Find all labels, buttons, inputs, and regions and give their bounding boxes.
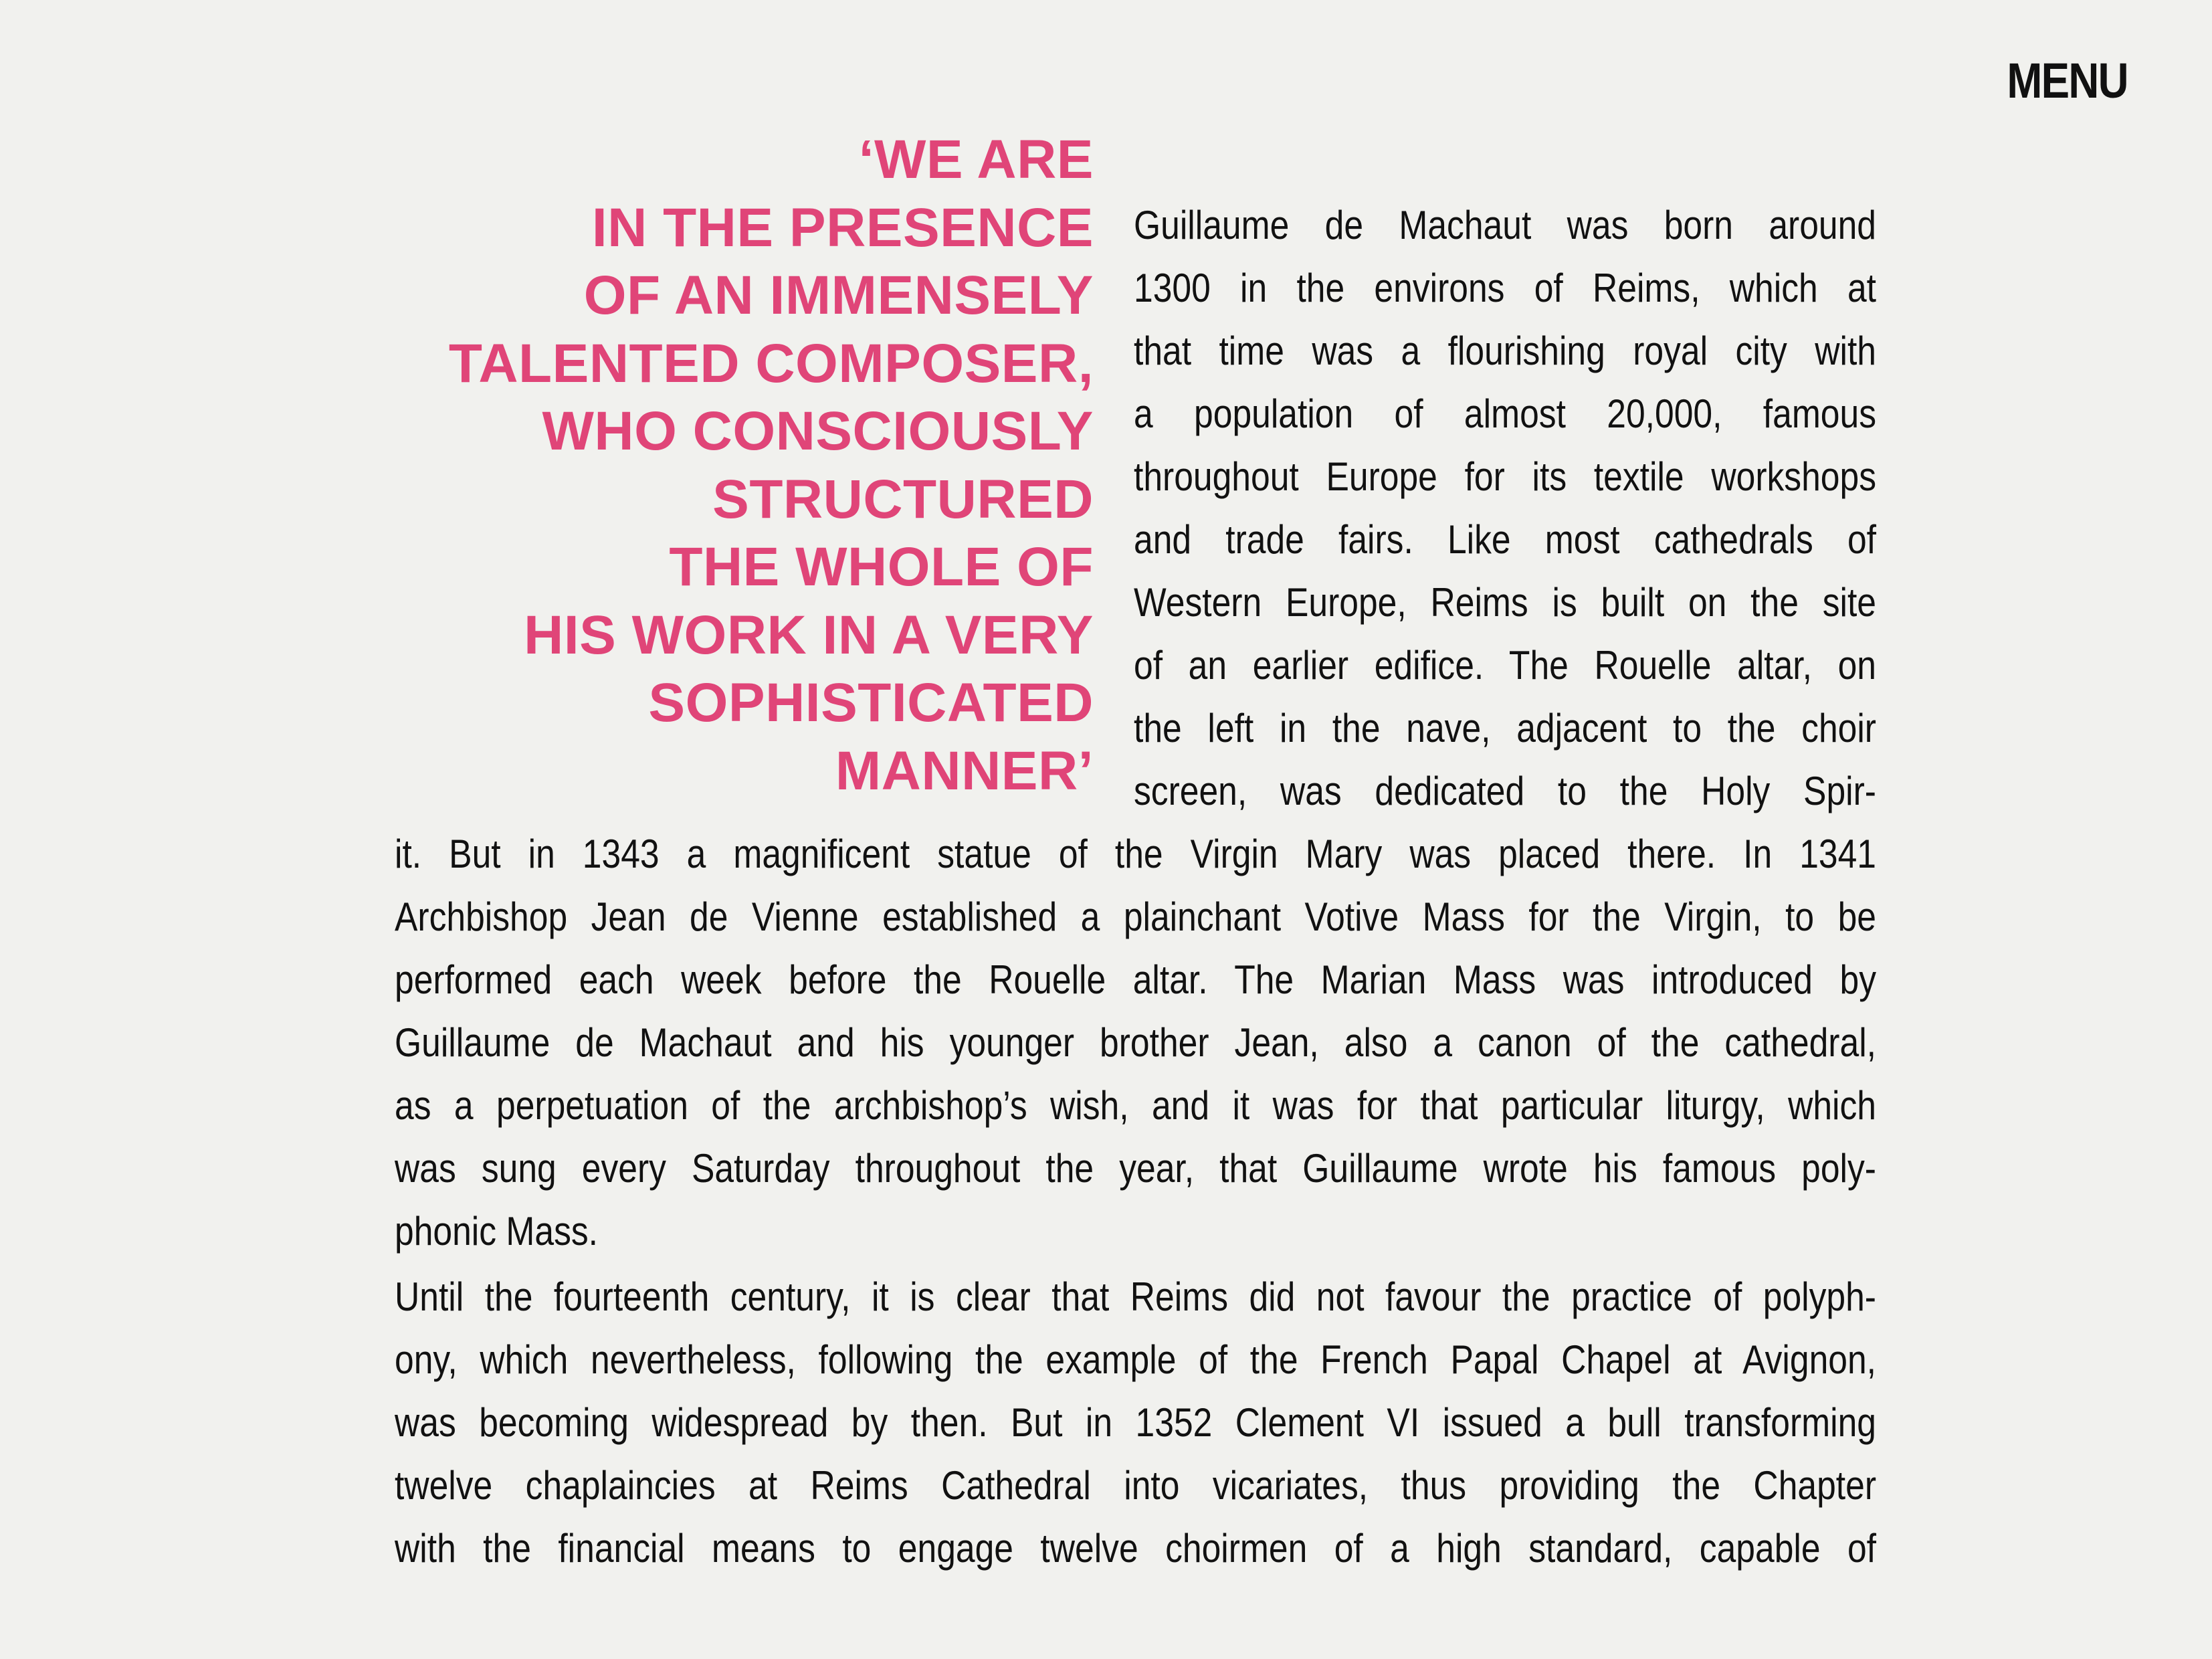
pull-quote-line: THE WHOLE OF xyxy=(669,536,1094,597)
pull-quote-line: STRUCTURED xyxy=(712,468,1094,530)
text-line: ony, which nevertheless, following the example of the French Papal Chapel at Avignon, xyxy=(395,1337,1876,1382)
text-line: it. But in 1343 a magnificent statue of the Virgin Mary was placed there. In 1341 xyxy=(395,832,1876,876)
text-line: throughout Europe for its textile workshops xyxy=(1134,454,1877,499)
text-line: screen, was dedicated to the Holy Spir- xyxy=(1134,769,1876,813)
text-line: Until the fourteenth century, it is clear that Reims did not favour the practice of polyph- xyxy=(395,1274,1876,1319)
text-line: Archbishop Jean de Vienne established a plainchant Votive Mass for the Virgin, to be xyxy=(395,894,1876,939)
pull-quote-line: WHO CONSCIOUSLY xyxy=(542,401,1094,462)
text-line: 1300 in the environs of Reims, which at xyxy=(1134,266,1877,310)
pull-quote-line: MANNER’ xyxy=(835,740,1094,801)
pull-quote-line: OF AN IMMENSELY xyxy=(583,265,1094,326)
text-line: and trade fairs. Like most cathedrals of xyxy=(1134,517,1877,562)
text-line: a population of almost 20,000, famous xyxy=(1134,391,1877,436)
text-line: was becoming widespread by then. But in 1352 Clement VI issued a bull transforming xyxy=(395,1400,1876,1445)
text-line: with the financial means to engage twelve choirmen of a high standard, capable of xyxy=(395,1526,1877,1571)
pull-quote-line: HIS WORK IN A VERY xyxy=(524,604,1094,666)
text-line: as a perpetuation of the archbishop’s wish, and it was for that particular liturgy, which xyxy=(395,1083,1876,1128)
pull-quote xyxy=(268,126,1094,805)
text-line: performed each week before the Rouelle altar. The Marian Mass was introduced by xyxy=(395,957,1876,1002)
text-line: Guillaume de Machaut and his younger brother Jean, also a canon of the cathedral, xyxy=(395,1020,1876,1065)
text-line: Guillaume de Machaut was born around xyxy=(1134,203,1877,248)
pull-quote-line: ‘WE ARE xyxy=(858,129,1094,190)
text-line: the left in the nave, adjacent to the choir xyxy=(1134,706,1876,751)
pull-quote-line: IN THE PRESENCE xyxy=(591,197,1094,258)
text-line: phonic Mass. xyxy=(395,1209,599,1254)
pull-quote-line: TALENTED COMPOSER, xyxy=(448,332,1094,394)
text-line: that time was a flourishing royal city with xyxy=(1134,328,1877,373)
text-line: twelve chaplaincies at Reims Cathedral into vicariates, thus providing the Chapter xyxy=(395,1463,1877,1508)
text-line: Western Europe, Reims is built on the site xyxy=(1134,580,1876,625)
text-line: was sung every Saturday throughout the year, that Guillaume wrote his famous poly- xyxy=(395,1146,1876,1191)
menu-button[interactable]: MENU xyxy=(2007,53,2128,108)
pull-quote-line: SOPHISTICATED xyxy=(648,672,1094,733)
text-line: of an earlier edifice. The Rouelle altar, on xyxy=(1134,643,1877,688)
